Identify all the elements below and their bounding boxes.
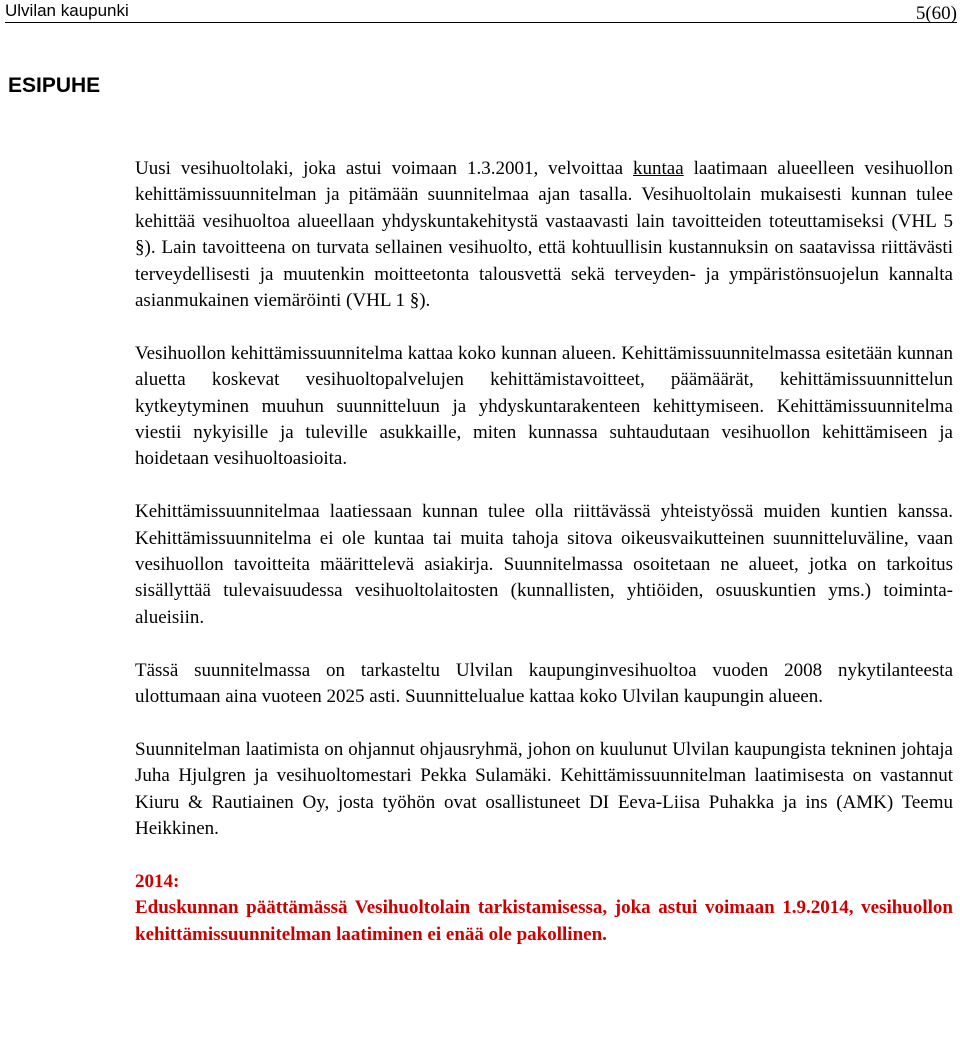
organization-name: Ulvilan kaupunki [5,1,129,20]
document-body [135,156,953,975]
page-number: 5(60) [915,3,957,24]
underlined-word: kuntaa [633,158,684,179]
paragraph-1-rest: laatimaan alueelleen vesihuollon kehittämissuunnitelman ja pitämään suunnitelmaa ajan tasalla. Vesihuoltolain mukaisesti kunnan tulee kehittää vesihuoltoa alueellaan yhdyskuntakehitystä vastaavasti lain tavoitteiden toteuttamiseksi (VHL 5 §). Lain tavoitteena on turvata sellainen vesihuolto, että kohtuullisin kustannuksin on saatavissa riittävästi terveydellisesti ja muutenkin moitteetonta talousvettä sekä terveyden- ja ympäristönsuojelun kannalta asianmukainen viemäröinti (VHL 1 §). [135,158,954,312]
paragraph-4: Tässä suunnitelmassa on tarkasteltu Ulvilan kaupunginvesihuoltoa vuoden 2008 nykytilanteesta ulottumaan aina vuoteen 2025 asti. Suunnittelualue kattaa koko Ulvilan kaupungin alueen. [135,659,953,708]
note-title: 2014: [135,870,180,892]
paragraph-1-start: Uusi vesihuoltolaki, joka astui voimaan 1.3.2001, velvoittaa [135,158,634,179]
paragraph-1 [135,156,953,314]
paragraph-5: Suunnitelman laatimista on ohjannut ohjausryhmä, johon on kuulunut Ulvilan kaupungista tekninen johtaja Juha Hjulgren ja vesihuoltomestari Pekka Sulamäki. Kehittämissuunnitelman laatimisesta on vastannut Kiuru & Rautiainen Oy, josta työhön ovat osallistuneet DI Eeva-Liisa Puhakka ja ins (AMK) Teemu Heikkinen. [135,738,953,840]
paragraph-3: Kehittämissuunnitelmaa laatiessaan kunnan tulee olla riittävässä yhteistyössä muiden kuntien kanssa. Kehittämissuunnitelma ei ole kuntaa tai muita tahoja sitova oikeusvaikutteinen suunnitteluväline, vaan vesihuollon tavoitteita määrittelevä asiakirja. Suunnitelmassa osoitetaan ne alueet, jotka on tarkoitus sisällyttää tulevaisuudessa vesihuoltolaitosten (kunnallisten, yhtiöiden, osuuskuntien yms.) toiminta-alueisiin. [135,501,953,628]
note-text: Eduskunnan päättämässä Vesihuoltolain tarkistamisessa, joka astui voimaan 1.9.2014, vesihuollon kehittämissuunnitelman laatiminen ei enää ole pakollinen. [135,897,953,945]
section-heading: ESIPUHE [8,74,101,97]
page-header [5,0,957,23]
paragraph-2: Vesihuollon kehittämissuunnitelma kattaa koko kunnan alueen. Kehittämissuunnitelmassa esitetään kunnan aluetta koskevat vesihuoltopalvelujen kehittämistavoitteet, päämäärät, kehittämissuunnittelun kytkeytyminen muuhun suunnitteluun ja yhdyskuntarakenteen kehittymiseen. Kehittämissuunnitelma viestii nykyisille ja tuleville asukkaille, miten kunnassa suhtaudutaan vesihuollon kehittämiseen ja hoidetaan vesihuoltoasioita. [135,342,953,470]
